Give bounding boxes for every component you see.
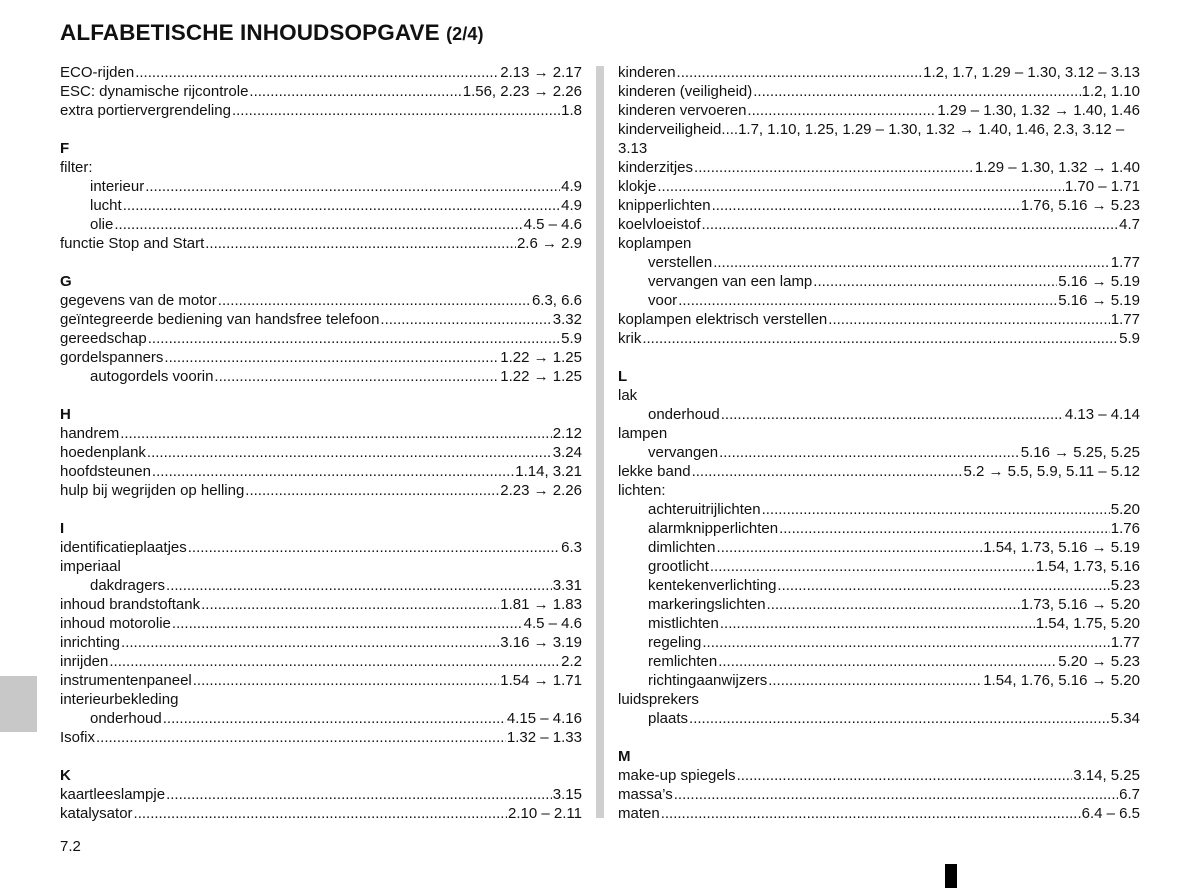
index-entry: [60, 538, 582, 557]
leader-dots: [747, 101, 936, 120]
index-pages: 2.2: [561, 653, 582, 670]
leader-dots: [232, 101, 560, 120]
index-pages: 3.32: [552, 311, 582, 328]
crop-mark: [945, 864, 957, 888]
index-heading: [60, 690, 582, 709]
index-entry: [60, 462, 582, 481]
index-pages: 4.9: [561, 178, 582, 195]
index-term: richtingaanwijzers: [648, 672, 768, 689]
index-term: kinderen: [618, 64, 676, 81]
index-subentry: [60, 709, 582, 728]
index-entry: [60, 234, 582, 253]
index-term: markeringslichten: [648, 596, 766, 613]
index-pages: 5.23: [1110, 577, 1140, 594]
leader-dots: [661, 804, 1081, 823]
leader-dots: [145, 177, 560, 196]
leader-dots: [201, 595, 499, 614]
index-term: Isofix: [60, 729, 96, 746]
index-term: remlichten: [648, 653, 718, 670]
section-letter: L: [618, 368, 628, 385]
index-subentry: [618, 652, 1140, 671]
index-term: katalysator: [60, 805, 133, 822]
index-term: hulp bij wegrijden op helling: [60, 482, 245, 499]
index-heading: [618, 424, 1140, 443]
index-entry: [618, 120, 1140, 158]
index-entry: [618, 101, 1140, 120]
index-term: kinderen vervoeren: [618, 102, 747, 119]
index-subentry: [618, 671, 1140, 690]
index-term: verstellen: [648, 254, 713, 271]
leader-dots: [702, 633, 1109, 652]
index-entry: [618, 158, 1140, 177]
leader-dots: [166, 785, 552, 804]
leader-dots: [767, 595, 1020, 614]
index-subentry: [618, 253, 1140, 272]
index-term: geïntegreerde bediening van handsfree telefoon: [60, 311, 380, 328]
index-heading: [618, 481, 1140, 500]
index-entry: [618, 215, 1140, 234]
leader-dots: [678, 291, 1057, 310]
index-term: achteruitrijlichten: [648, 501, 761, 518]
index-term: regeling: [648, 634, 702, 651]
index-subentry: [618, 405, 1140, 424]
leader-dots: [152, 462, 514, 481]
index-pages: 5.20: [1110, 501, 1140, 518]
index-pages: 1.77: [1110, 311, 1140, 328]
chapter-tab: [0, 676, 37, 732]
index-pages: 3.15: [552, 786, 582, 803]
index-entry: [618, 196, 1140, 215]
index-term: vervangen van een lamp: [648, 273, 813, 290]
index-term: mistlichten: [648, 615, 719, 632]
index-term: inrijden: [60, 653, 109, 670]
index-entry: [618, 329, 1140, 348]
index-entry: [618, 462, 1140, 481]
index-entry: [618, 82, 1140, 101]
leader-dots: [768, 671, 982, 690]
index-entry: [60, 348, 582, 367]
index-entry: [60, 101, 582, 120]
leader-dots: [147, 443, 552, 462]
page-title: [60, 20, 484, 46]
index-entry: [618, 766, 1140, 785]
index-term: koplampen: [618, 235, 692, 252]
index-term: kaartleeslampje: [60, 786, 166, 803]
section-letter: K: [60, 767, 71, 784]
index-pages: 1.76, 5.16 → 5.23: [1020, 197, 1140, 214]
leader-dots: [121, 633, 499, 652]
index-pages: 5.16 → 5.19: [1058, 273, 1140, 290]
index-term: lampen: [618, 425, 668, 442]
leader-dots: [249, 82, 461, 101]
index-entry: [618, 804, 1140, 823]
title-part: (2/4): [446, 24, 484, 44]
index-pages: 4.13 – 4.14: [1064, 406, 1140, 423]
section-letter: F: [60, 140, 70, 157]
index-pages: 1.77: [1110, 254, 1140, 271]
index-term: gordelspanners: [60, 349, 164, 366]
leader-dots: [172, 614, 523, 633]
index-pages: 2.23 → 2.26: [500, 482, 582, 499]
leader-dots: [717, 538, 983, 557]
leader-dots: [188, 538, 560, 557]
index-term: filter:: [60, 159, 93, 176]
leader-dots: [719, 443, 1020, 462]
index-term: knipperlichten: [618, 197, 711, 214]
index-term: luidsprekers: [618, 691, 699, 708]
index-heading: [618, 690, 1140, 709]
leader-dots: [779, 519, 1110, 538]
leader-dots: [642, 329, 1118, 348]
leader-dots: [702, 215, 1119, 234]
leader-dots: [657, 177, 1064, 196]
index-term: koplampen elektrisch verstellen: [618, 311, 828, 328]
index-pages: 1.54, 1.75, 5.20: [1035, 615, 1140, 632]
index-heading: [60, 557, 582, 576]
index-pages: 1.54, 1.73, 5.16 → 5.19: [983, 539, 1140, 556]
index-pages: 1.2, 1.7, 1.29 – 1.30, 3.12 – 3.13: [923, 64, 1140, 81]
index-entry: [60, 804, 582, 823]
index-pages: 4.7: [1119, 216, 1140, 233]
index-term: autogordels voorin: [90, 368, 214, 385]
leader-dots: [737, 766, 1073, 785]
index-term: kinderen (veiligheid): [618, 83, 753, 100]
index-pages: 2.10 – 2.11: [508, 805, 582, 822]
index-subentry: [60, 177, 582, 196]
index-subentry: [618, 443, 1140, 462]
index-entry: [618, 310, 1140, 329]
index-term: kentekenverlichting: [648, 577, 777, 594]
index-term: gereedschap: [60, 330, 147, 347]
index-term: lucht: [90, 197, 122, 214]
index-pages: 2.13 → 2.17: [500, 64, 582, 81]
index-subentry: [60, 367, 582, 386]
leader-dots: [109, 652, 560, 671]
index-pages: 6.3, 6.6: [531, 292, 582, 309]
index-subentry: [60, 215, 582, 234]
leader-dots: [166, 576, 552, 595]
index-entry: [60, 63, 582, 82]
index-term: olie: [90, 216, 114, 233]
index-subentry: [618, 519, 1140, 538]
index-pages: 1.54, 1.76, 5.16 → 5.20: [983, 672, 1140, 689]
index-pages: 5.16 → 5.25, 5.25: [1020, 444, 1140, 461]
leader-dots: ....: [721, 121, 739, 138]
index-heading: [618, 234, 1140, 253]
index-term: functie Stop and Start: [60, 235, 205, 252]
index-pages: 2.12: [552, 425, 582, 442]
index-pages: 3.31: [552, 577, 582, 594]
leader-dots: [120, 424, 552, 443]
index-term: ECO-rijden: [60, 64, 135, 81]
index-term: instrumentenpaneel: [60, 672, 192, 689]
index-subentry: [618, 614, 1140, 633]
index-term: alarmknipperlichten: [648, 520, 779, 537]
leader-dots: [96, 728, 506, 747]
index-term: make-up spiegels: [618, 767, 736, 784]
index-subentry: [618, 291, 1140, 310]
index-pages: 1.76: [1110, 520, 1140, 537]
index-heading: [60, 158, 582, 177]
index-subentry: [618, 538, 1140, 557]
index-term: koelvloeistof: [618, 216, 701, 233]
index-subentry: [618, 272, 1140, 291]
index-entry: [60, 785, 582, 804]
index-term: imperiaal: [60, 558, 121, 575]
leader-dots: [677, 63, 923, 82]
index-term: gegevens van de motor: [60, 292, 217, 309]
leader-dots: [813, 272, 1057, 291]
leader-dots: [193, 671, 500, 690]
leader-dots: [114, 215, 522, 234]
section-letter: M: [618, 748, 631, 765]
index-term: grootlicht: [648, 558, 709, 575]
index-pages: 3.16 → 3.19: [500, 634, 582, 651]
leader-dots: [718, 652, 1057, 671]
index-term: inhoud brandstoftank: [60, 596, 201, 613]
leader-dots: [712, 196, 1020, 215]
index-pages: 5.9: [561, 330, 582, 347]
index-pages: 1.70 – 1.71: [1064, 178, 1140, 195]
index-pages: 1.81 → 1.83: [500, 596, 582, 613]
index-pages: 1.54, 1.73, 5.16: [1035, 558, 1140, 575]
leader-dots: [163, 709, 506, 728]
index-pages: 4.5 – 4.6: [523, 615, 582, 632]
index-term: identificatieplaatjes: [60, 539, 187, 556]
index-entry: [618, 785, 1140, 804]
index-entry: [60, 595, 582, 614]
leader-dots: [245, 481, 499, 500]
index-term: interieurbekleding: [60, 691, 179, 708]
index-pages: 3.24: [552, 444, 582, 461]
leader-dots: [777, 576, 1109, 595]
leader-dots: [674, 785, 1118, 804]
index-subentry: [60, 196, 582, 215]
index-pages: 1.56, 2.23 → 2.26: [462, 83, 582, 100]
index-entry: [60, 728, 582, 747]
index-term: onderhoud: [648, 406, 720, 423]
index-term: dimlichten: [648, 539, 716, 556]
index-pages: 6.3: [561, 539, 582, 556]
section-letter: G: [60, 273, 72, 290]
index-term: kinderveiligheid: [618, 121, 722, 138]
index-pages: 4.15 – 4.16: [506, 710, 582, 727]
index-pages: 5.2 → 5.5, 5.9, 5.11 – 5.12: [963, 463, 1140, 480]
index-heading: [618, 386, 1140, 405]
index-term: plaats: [648, 710, 689, 727]
index-entry: [60, 652, 582, 671]
leader-dots: [135, 63, 499, 82]
index-entry: [60, 329, 582, 348]
index-pages: 1.29 – 1.30, 1.32 → 1.40, 1.46: [937, 102, 1140, 119]
leader-dots: [753, 82, 1080, 101]
index-term: krik: [618, 330, 642, 347]
index-subentry: [60, 576, 582, 595]
index-pages: 4.9: [561, 197, 582, 214]
column-divider: [596, 66, 604, 818]
index-pages: 1.54 → 1.71: [500, 672, 582, 689]
index-entry: [618, 63, 1140, 82]
index-pages: 1.8: [561, 102, 582, 119]
index-term: lekke band: [618, 463, 691, 480]
index-subentry: [618, 633, 1140, 652]
index-entry: [60, 310, 582, 329]
index-pages: 2.6 → 2.9: [516, 235, 582, 252]
index-pages: 4.5 – 4.6: [523, 216, 582, 233]
leader-dots: [713, 253, 1110, 272]
index-pages: 5.16 → 5.19: [1058, 292, 1140, 309]
leader-dots: [380, 310, 551, 329]
index-pages: 1.22 → 1.25: [500, 368, 582, 385]
leader-dots: [710, 557, 1035, 576]
index-pages: 1.29 – 1.30, 1.32 → 1.40: [974, 159, 1140, 176]
index-entry: [60, 82, 582, 101]
leader-dots: [218, 291, 531, 310]
leader-dots: [694, 158, 974, 177]
index-pages: 1.73, 5.16 → 5.20: [1020, 596, 1140, 613]
section-letter: H: [60, 406, 71, 423]
index-entry: [60, 614, 582, 633]
leader-dots: [692, 462, 963, 481]
index-term: hoedenplank: [60, 444, 146, 461]
index-term: lak: [618, 387, 638, 404]
index-pages: 1.22 → 1.25: [500, 349, 582, 366]
index-term: hoofdsteunen: [60, 463, 151, 480]
index-term: vervangen: [648, 444, 719, 461]
index-pages: 1.77: [1110, 634, 1140, 651]
index-term: voor: [648, 292, 678, 309]
leader-dots: [762, 500, 1110, 519]
index-pages: 1.7, 1.10, 1.25, 1.29 – 1.30, 1.32 → 1.40, 1.46, 2.3, 3.12 – 3.13: [618, 121, 1125, 157]
index-subentry: [618, 500, 1140, 519]
index-entry: [60, 424, 582, 443]
index-subentry: [618, 709, 1140, 728]
index-entry: [60, 443, 582, 462]
index-term: kinderzitjes: [618, 159, 694, 176]
index-pages: 5.9: [1119, 330, 1140, 347]
index-entry: [60, 671, 582, 690]
index-term: massa’s: [618, 786, 673, 803]
index-entry: [60, 291, 582, 310]
leader-dots: [205, 234, 516, 253]
index-subentry: [618, 557, 1140, 576]
index-entry: [618, 177, 1140, 196]
index-term: inhoud motorolie: [60, 615, 171, 632]
leader-dots: [720, 614, 1035, 633]
leader-dots: [214, 367, 499, 386]
leader-dots: [164, 348, 499, 367]
index-pages: 3.14, 5.25: [1073, 767, 1140, 784]
leader-dots: [689, 709, 1110, 728]
index-term: handrem: [60, 425, 120, 442]
index-term: inrichting: [60, 634, 121, 651]
index-term: lichten:: [618, 482, 666, 499]
section-letter: I: [60, 520, 65, 537]
index-column-left: [60, 63, 582, 823]
index-pages: 5.20 → 5.23: [1058, 653, 1140, 670]
leader-dots: [123, 196, 560, 215]
leader-dots: [134, 804, 508, 823]
index-column-right: [618, 63, 1140, 823]
leader-dots: [721, 405, 1064, 424]
index-term: klokje: [618, 178, 657, 195]
index-pages: 5.34: [1110, 710, 1140, 727]
leader-dots: [828, 310, 1110, 329]
index-term: interieur: [90, 178, 145, 195]
leader-dots: [148, 329, 560, 348]
index-entry: [60, 633, 582, 652]
index-term: extra portiervergrendeling: [60, 102, 231, 119]
index-pages: 1.32 – 1.33: [506, 729, 582, 746]
index-term: dakdragers: [90, 577, 166, 594]
index-term: maten: [618, 805, 660, 822]
page-number: 7.2: [60, 838, 81, 855]
index-subentry: [618, 576, 1140, 595]
title-text: ALFABETISCHE INHOUDSOPGAVE: [60, 20, 440, 45]
index-subentry: [618, 595, 1140, 614]
index-pages: 6.4 – 6.5: [1081, 805, 1140, 822]
index-entry: [60, 481, 582, 500]
index-pages: 1.14, 3.21: [515, 463, 582, 480]
index-pages: 1.2, 1.10: [1081, 83, 1140, 100]
index-pages: 6.7: [1119, 786, 1140, 803]
index-term: ESC: dynamische rijcontrole: [60, 83, 249, 100]
index-term: onderhoud: [90, 710, 162, 727]
